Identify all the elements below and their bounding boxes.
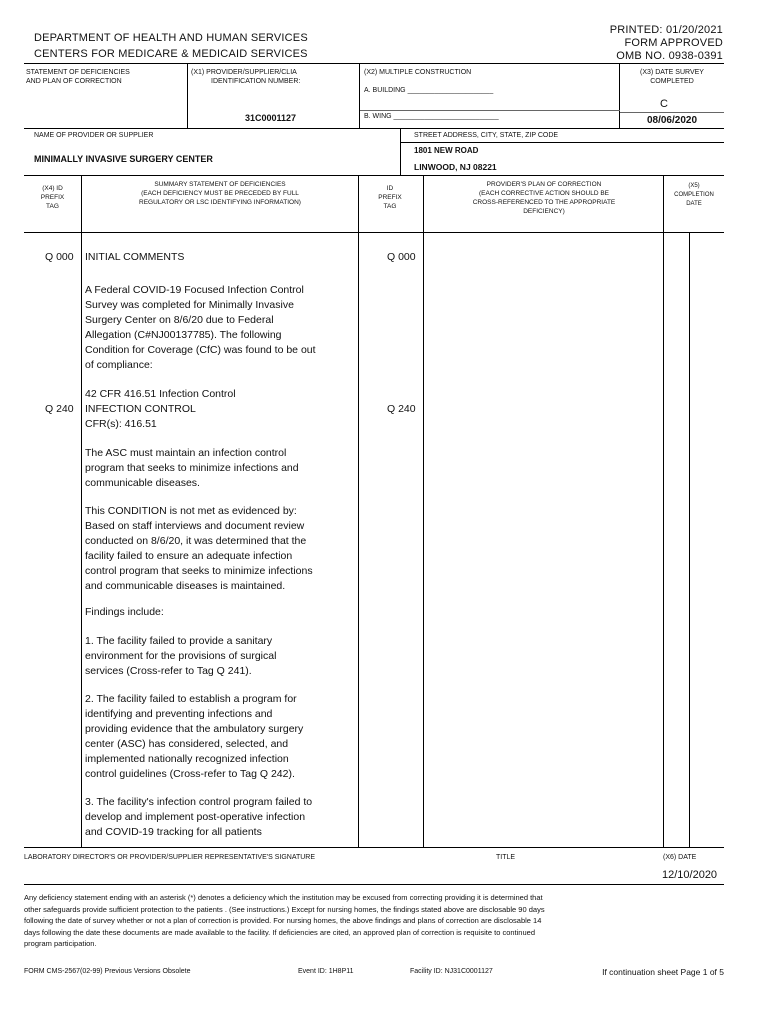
x4-header: (X4) ID PREFIX TAG — [40, 185, 65, 210]
signature-label: LABORATORY DIRECTOR'S OR PROVIDER/SUPPLIER REPRESENTATIVE'S SIGNATURE — [24, 854, 316, 861]
infection-control-heading: INFECTION CONTROL — [85, 403, 196, 415]
signature-date: 12/10/2020 — [662, 869, 718, 881]
printed-date: PRINTED: 01/20/2021 — [609, 24, 723, 36]
street-address: 1801 NEW ROAD — [414, 146, 479, 155]
finding-1: 1. The facility failed to provide a sanitary environment for the provisions of surgical services (Cross-refer to Tag Q 241). — [85, 635, 277, 677]
paragraph-survey-intro: A Federal COVID-19 Focused Infection Control Survey was completed for Minimally Invasive Surgery Center on 8/6/20 due to Federal Allegation (C#NJ00137785). The following Condition for Coverage (CfC) was found to be out of compliance: — [85, 284, 316, 371]
cfr-line: 42 CFR 416.51 Infection Control — [85, 388, 236, 400]
x1-label-1: (X1) PROVIDER/SUPPLIER/CLIA — [191, 69, 297, 76]
provider-name: MINIMALLY INVASIVE SURGERY CENTER — [34, 154, 213, 164]
city-state-zip: LINWOOD, NJ 08221 — [414, 162, 497, 172]
x5-header: (X5) COMPLETION DATE — [674, 183, 714, 207]
omb-number: OMB NO. 0938-0391 — [616, 50, 723, 62]
x3-label-2: COMPLETED — [650, 78, 694, 85]
disclaimer: Any deficiency statement ending with an asterisk (*) denotes a deficiency which the institution may be excused from correcting providing it is determined that other safeguards provide sufficient protection to the patients . (See instructions.) Except for nursing homes, the findings stated above are disclosable 90 days following the date of survey whether or not a plan of correction is provided. For nursing homes, the above findings and plans of correction are disclosable 14 days following the date these documents are made available to the facility. If deficiencies are cited, an approved plan of correction is requisite to continued program participation. — [24, 893, 545, 948]
statement-label-1: STATEMENT OF DEFICIENCIES — [26, 69, 130, 76]
form-number: FORM CMS-2567(02-99) Previous Versions Obsolete — [24, 968, 191, 975]
form-approved: FORM APPROVED — [624, 37, 723, 49]
tag-q000-left: Q 000 — [45, 251, 74, 263]
cms-line: CENTERS FOR MEDICARE & MEDICAID SERVICES — [34, 48, 308, 60]
provider-name-label: NAME OF PROVIDER OR SUPPLIER — [34, 132, 154, 139]
x3-survey-date: 08/06/2020 — [646, 115, 698, 126]
title-label: TITLE — [496, 854, 516, 861]
x3-label-1: (X3) DATE SURVEY — [640, 69, 704, 76]
summary-header: SUMMARY STATEMENT OF DEFICIENCIES (EACH DEFICIENCY MUST BE PRECEDED BY FULL REGULATORY OR LSC IDENTIFYING INFORMATION) — [139, 181, 301, 206]
x2-label: (X2) MULTIPLE CONSTRUCTION — [364, 69, 472, 76]
initial-comments-heading: INITIAL COMMENTS — [85, 251, 185, 263]
tag-q000-right: Q 000 — [387, 251, 416, 263]
finding-3: 3. The facility's infection control program failed to develop and implement post-operative infection and COVID-19 tracking for all patients — [85, 796, 313, 838]
x1-provider-number: 31C0001127 — [245, 113, 297, 123]
x3-code: C — [660, 98, 668, 110]
finding-2: 2. The facility failed to establish a program for identifying and preventing infections and providing evidence that the ambulatory surgery center (ASC) has considered, selected, and implemented nationally recognized infection control guidelines (Cross-refer to Tag Q 242). — [85, 693, 304, 780]
id-header: ID PREFIX TAG — [378, 185, 402, 210]
paragraph-condition-not-met: This CONDITION is not met as evidenced by: Based on staff interviews and document review conducted on 8/6/20, it was determined that the facility failed to ensure an adequate infection control program that seeks to minimize infections and communicable diseases is maintained. — [85, 505, 313, 592]
x6-date-label: (X6) DATE — [663, 854, 697, 861]
x1-label-2: IDENTIFICATION NUMBER: — [211, 78, 301, 85]
page-indicator: If continuation sheet Page 1 of 5 — [602, 967, 724, 977]
address-label: STREET ADDRESS, CITY, STATE, ZIP CODE — [414, 132, 559, 139]
wing-line: B. WING ___________________________ — [364, 113, 499, 120]
cfrs-line: CFR(s): 416.51 — [85, 418, 157, 430]
tag-q240-right: Q 240 — [387, 403, 416, 415]
facility-id: Facility ID: NJ31C0001127 — [410, 968, 493, 975]
statement-label-2: AND PLAN OF CORRECTION — [26, 78, 122, 85]
findings-heading: Findings include: — [85, 606, 164, 618]
building-line: A. BUILDING ______________________ — [364, 87, 494, 94]
tag-q240-left: Q 240 — [45, 403, 74, 415]
paragraph-asc-requirement: The ASC must maintain an infection control program that seeks to minimize infections and communicable diseases. — [85, 447, 299, 489]
event-id: Event ID: 1H8P11 — [298, 968, 354, 975]
department-line: DEPARTMENT OF HEALTH AND HUMAN SERVICES — [34, 32, 308, 44]
plan-header: PROVIDER'S PLAN OF CORRECTION (EACH CORRECTIVE ACTION SHOULD BE CROSS-REFERENCED TO THE APPROPRIATE DEFICIENCY) — [472, 181, 616, 215]
